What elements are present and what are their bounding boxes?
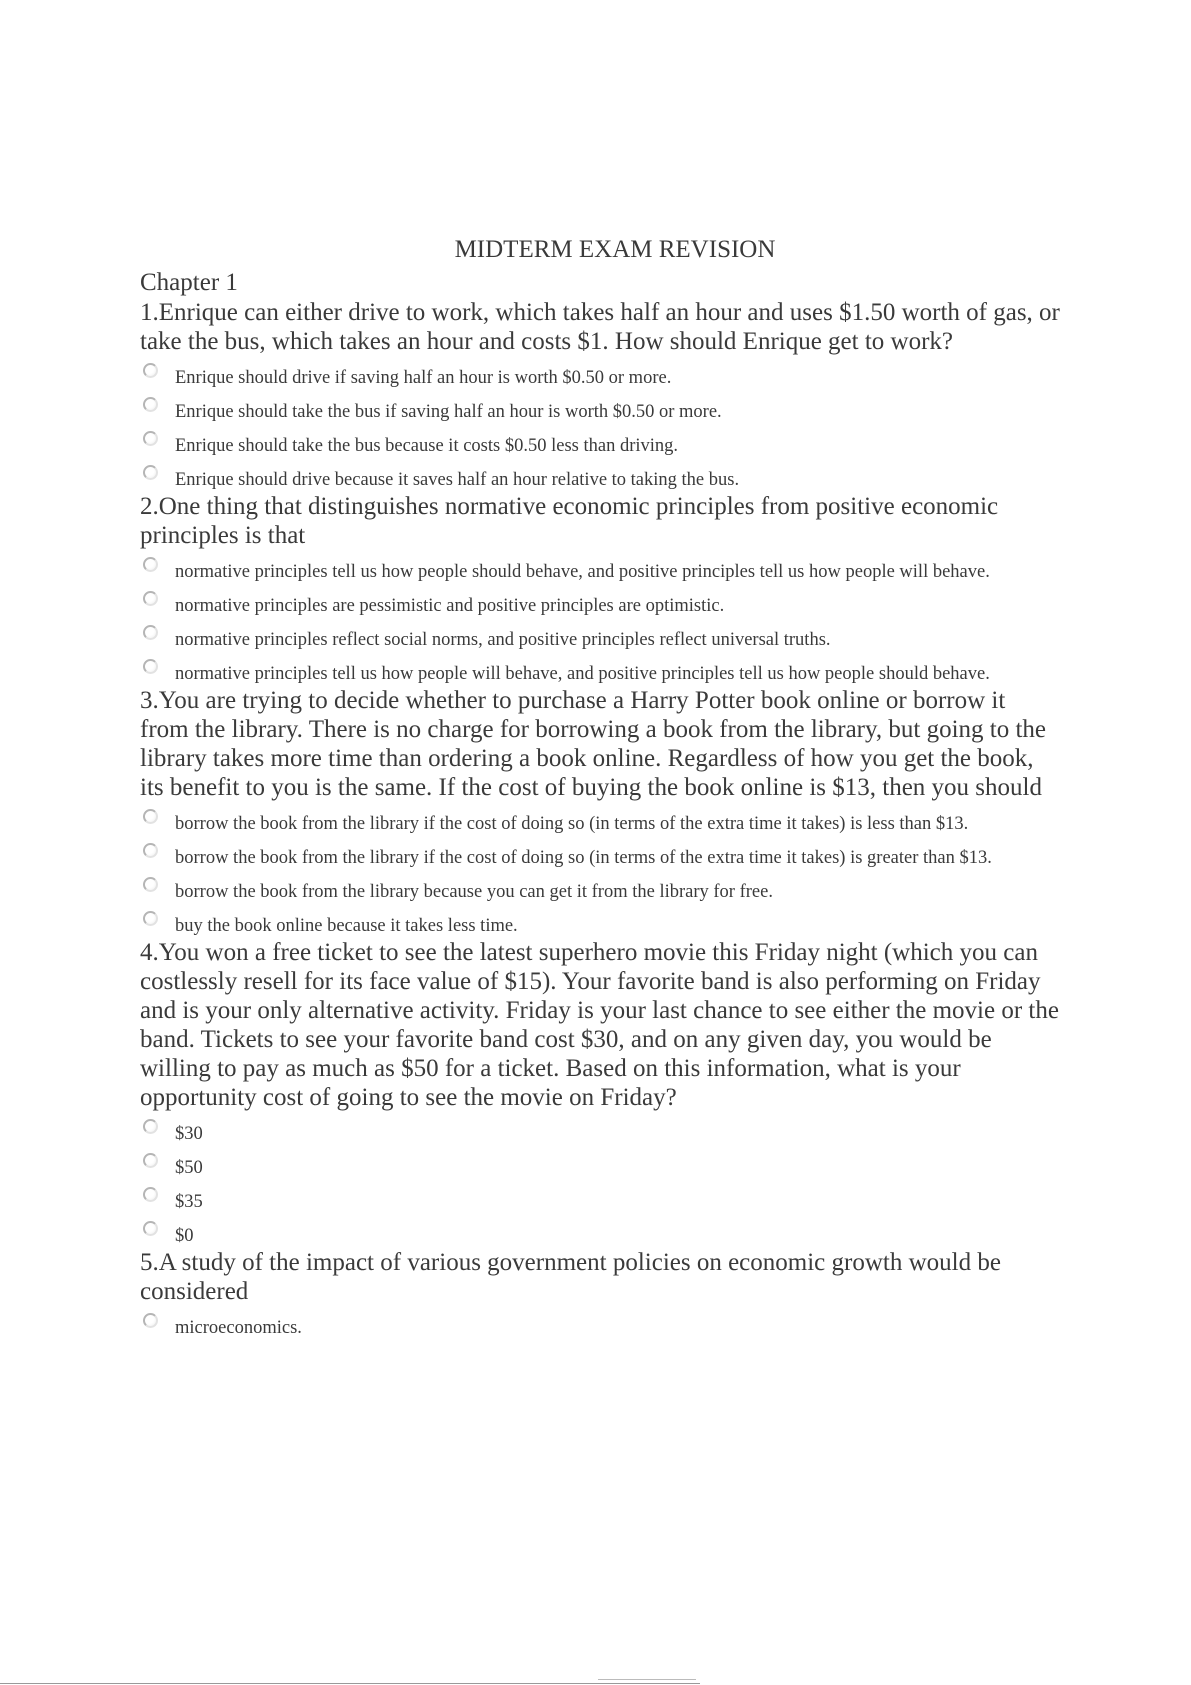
answer-option[interactable]	[140, 1306, 1060, 1340]
radio-button-icon[interactable]	[143, 465, 158, 480]
radio-button-icon[interactable]	[143, 1153, 158, 1168]
answer-option[interactable]	[140, 1112, 1060, 1146]
question-1	[140, 298, 1060, 492]
radio-button-icon[interactable]	[143, 843, 158, 858]
option-label: microeconomics.	[175, 1318, 302, 1338]
answer-option[interactable]	[140, 870, 1060, 904]
option-label: normative principles tell us how people should behave, and positive principles tell us how people will behave.	[175, 562, 990, 582]
chapter-heading: Chapter 1	[140, 269, 238, 296]
radio-button-icon[interactable]	[143, 911, 158, 926]
radio-button-icon[interactable]	[143, 1119, 158, 1134]
radio-button-icon[interactable]	[143, 363, 158, 378]
answer-option[interactable]	[140, 802, 1060, 836]
option-label: $35	[175, 1192, 203, 1212]
radio-button-icon[interactable]	[143, 557, 158, 572]
question-text: 2.One thing that distinguishes normative economic principles from positive economic principles is that	[140, 493, 999, 549]
option-label: Enrique should take the bus if saving half an hour is worth $0.50 or more.	[175, 402, 722, 422]
option-label: buy the book online because it takes less time.	[175, 916, 518, 936]
page-title: MIDTERM EXAM REVISION	[454, 236, 776, 263]
footer-divider	[0, 1683, 700, 1684]
radio-button-icon[interactable]	[143, 1221, 158, 1236]
radio-button-icon[interactable]	[143, 659, 158, 674]
option-label: Enrique should drive because it saves half an hour relative to taking the bus.	[175, 470, 740, 490]
answer-option[interactable]	[140, 904, 1060, 938]
option-label: Enrique should take the bus because it costs $0.50 less than driving.	[175, 436, 679, 456]
radio-button-icon[interactable]	[143, 431, 158, 446]
radio-button-icon[interactable]	[143, 809, 158, 824]
answer-option[interactable]	[140, 1214, 1060, 1248]
radio-button-icon[interactable]	[143, 1313, 158, 1328]
option-label: normative principles reflect social norms, and positive principles reflect universal truths.	[175, 630, 831, 650]
option-label: Enrique should drive if saving half an hour is worth $0.50 or more.	[175, 368, 672, 388]
answer-option[interactable]	[140, 424, 1060, 458]
answer-option[interactable]	[140, 836, 1060, 870]
option-label: borrow the book from the library if the cost of doing so (in terms of the extra time it takes) is less than $13.	[175, 814, 969, 834]
option-label: $30	[175, 1124, 203, 1144]
footer-divider-segment	[598, 1679, 696, 1680]
answer-option[interactable]	[140, 390, 1060, 424]
question-5	[140, 1248, 1060, 1340]
answer-option[interactable]	[140, 652, 1060, 686]
answer-option[interactable]	[140, 356, 1060, 390]
answer-option[interactable]	[140, 584, 1060, 618]
radio-button-icon[interactable]	[143, 591, 158, 606]
answer-option[interactable]	[140, 1146, 1060, 1180]
question-text: 3.You are trying to decide whether to purchase a Harry Potter book online or borrow it from the library. There is no charge for borrowing a book from the library, but going to the library takes more time than ordering a book online. Regardless of how you get the book, its benefit to you is the same. If the cost of buying the book online is $13, then you should	[140, 687, 1047, 801]
option-label: $50	[175, 1158, 203, 1178]
radio-button-icon[interactable]	[143, 625, 158, 640]
exam-page	[140, 234, 1060, 1340]
radio-button-icon[interactable]	[143, 1187, 158, 1202]
answer-option[interactable]	[140, 458, 1060, 492]
question-2	[140, 492, 1060, 686]
option-label: normative principles tell us how people will behave, and positive principles tell us how people should behave.	[175, 664, 990, 684]
question-3	[140, 686, 1060, 938]
option-label: borrow the book from the library because you can get it from the library for free.	[175, 882, 773, 902]
answer-option[interactable]	[140, 550, 1060, 584]
option-label: borrow the book from the library if the cost of doing so (in terms of the extra time it takes) is greater than $13.	[175, 848, 992, 868]
option-label: normative principles are pessimistic and positive principles are optimistic.	[175, 596, 725, 616]
question-4	[140, 938, 1060, 1248]
radio-button-icon[interactable]	[143, 877, 158, 892]
option-label: $0	[175, 1226, 194, 1246]
question-text: 1.Enrique can either drive to work, which takes half an hour and uses $1.50 worth of gas, or take the bus, which takes an hour and costs $1. How should Enrique get to work?	[140, 299, 1060, 355]
answer-option[interactable]	[140, 1180, 1060, 1214]
question-text: 5.A study of the impact of various government policies on economic growth would be considered	[140, 1249, 1001, 1305]
question-text: 4.You won a free ticket to see the latest superhero movie this Friday night (which you can costlessly resell for its face value of $15). Your favorite band is also performing on Friday and is your only alternative activity. Friday is your last chance to see either the movie or the band. Tickets to see your favorite band cost $30, and on any given day, you would be willing to pay as much as $50 for a ticket. Based on this information, what is your opportunity cost of going to see the movie on Friday?	[140, 939, 1059, 1111]
answer-option[interactable]	[140, 618, 1060, 652]
radio-button-icon[interactable]	[143, 397, 158, 412]
